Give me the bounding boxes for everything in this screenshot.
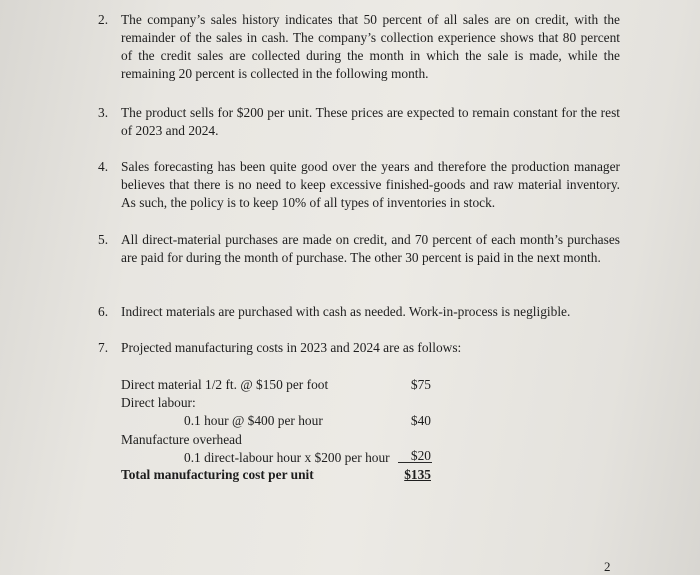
item-number: 3. bbox=[98, 105, 109, 120]
item-text: The company’s sales history indicates that 50 percent of all sales are on credit, with the remainder of the sales in cash. The company’s collection experience shows that 80 percent of the credit sales are collected during the month in which the sale is made, while the remaining 20 percent is collected in the following month. bbox=[121, 12, 620, 81]
list-item-3 bbox=[98, 104, 620, 140]
total-cost-label: Total manufacturing cost per unit bbox=[121, 467, 314, 482]
item-text: The product sells for $200 per unit. These prices are expected to remain constant for the rest of 2023 and 2024. bbox=[121, 105, 620, 138]
direct-material-amount: $75 bbox=[410, 377, 431, 392]
overhead-amount: $20 bbox=[410, 448, 431, 463]
direct-labour-label: Direct labour: bbox=[121, 395, 196, 410]
labour-amount: $40 bbox=[410, 413, 431, 428]
list-item-7 bbox=[98, 339, 620, 357]
item-text: Projected manufacturing costs in 2023 and 2024 are as follows: bbox=[121, 340, 462, 355]
list-item-4 bbox=[98, 158, 620, 212]
list-item-5 bbox=[98, 231, 620, 267]
direct-material-label: Direct material 1/2 ft. @ $150 per foot bbox=[121, 377, 329, 392]
list-item-6 bbox=[98, 303, 620, 321]
item-number: 6. bbox=[98, 304, 109, 319]
item-number: 5. bbox=[98, 232, 109, 247]
overhead-detail-label: 0.1 direct-labour hour x $200 per hour bbox=[184, 450, 390, 465]
total-cost-amount: $135 bbox=[404, 467, 431, 482]
list-item-2 bbox=[98, 11, 620, 83]
item-number: 7. bbox=[98, 340, 109, 355]
overhead-label: Manufacture overhead bbox=[121, 432, 242, 447]
labour-detail-label: 0.1 hour @ $400 per hour bbox=[184, 413, 323, 428]
item-text: Indirect materials are purchased with cash as needed. Work-in-process is negligible. bbox=[121, 304, 571, 319]
item-number: 4. bbox=[98, 159, 109, 174]
item-text: All direct-material purchases are made on credit, and 70 percent of each month’s purchases are paid for during the month of purchase. The other 30 percent is paid in the next month. bbox=[121, 232, 620, 265]
page-number: 2 bbox=[604, 559, 611, 574]
item-number: 2. bbox=[98, 12, 109, 27]
item-text: Sales forecasting has been quite good over the years and therefore the production manager believes that there is no need to keep excessive finished-goods and raw material inventory. As such, the policy is to keep 10% of all types of inventories in stock. bbox=[121, 159, 620, 210]
